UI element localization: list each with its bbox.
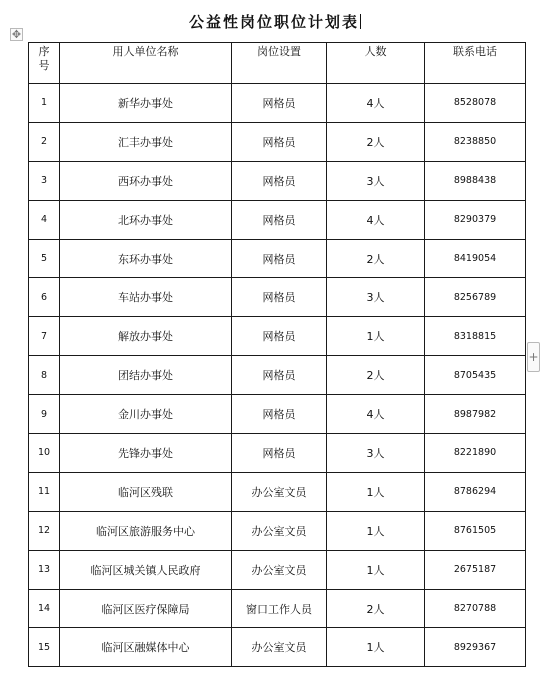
header-seq: 序号: [29, 43, 60, 84]
table-row: [29, 589, 526, 628]
cell-unit[interactable]: 西环办事处: [60, 161, 232, 200]
cell-position[interactable]: 网格员: [232, 239, 327, 278]
table-row: [29, 395, 526, 434]
cell-position[interactable]: 网格员: [232, 278, 327, 317]
table-row: [29, 84, 526, 123]
cell-phone[interactable]: 8761505: [425, 511, 526, 550]
cell-seq[interactable]: 11: [29, 472, 60, 511]
cell-unit[interactable]: 解放办事处: [60, 317, 232, 356]
cell-count[interactable]: 2人: [327, 239, 425, 278]
cell-position[interactable]: 办公室文员: [232, 511, 327, 550]
cell-position[interactable]: 网格员: [232, 200, 327, 239]
cell-position[interactable]: 办公室文员: [232, 472, 327, 511]
cell-phone[interactable]: 8987982: [425, 395, 526, 434]
cell-seq[interactable]: 7: [29, 317, 60, 356]
cell-phone[interactable]: 8528078: [425, 84, 526, 123]
cell-count[interactable]: 1人: [327, 317, 425, 356]
table-row: [29, 472, 526, 511]
cell-count[interactable]: 1人: [327, 550, 425, 589]
header-unit: 用人单位名称: [60, 43, 232, 84]
cell-count[interactable]: 1人: [327, 628, 425, 667]
table-row: [29, 628, 526, 667]
cell-seq[interactable]: 1: [29, 84, 60, 123]
cell-seq[interactable]: 12: [29, 511, 60, 550]
table-row: [29, 317, 526, 356]
text-cursor: [360, 14, 361, 29]
page-title: [0, 11, 550, 33]
header-phone: 联系电话: [425, 43, 526, 84]
cell-position[interactable]: 网格员: [232, 317, 327, 356]
page-title-text: 公益性岗位职位计划表: [188, 13, 359, 31]
cell-count[interactable]: 4人: [327, 395, 425, 434]
cell-count[interactable]: 2人: [327, 356, 425, 395]
cell-position[interactable]: 网格员: [232, 434, 327, 473]
header-position: 岗位设置: [232, 43, 327, 84]
table-row: [29, 200, 526, 239]
cell-position[interactable]: 网格员: [232, 161, 327, 200]
table-row: [29, 356, 526, 395]
cell-phone[interactable]: 2675187: [425, 550, 526, 589]
table-row: [29, 239, 526, 278]
cell-seq[interactable]: 3: [29, 161, 60, 200]
cell-phone[interactable]: 8988438: [425, 161, 526, 200]
cell-seq[interactable]: 15: [29, 628, 60, 667]
cell-phone[interactable]: 8929367: [425, 628, 526, 667]
cell-unit[interactable]: 临河区旅游服务中心: [60, 511, 232, 550]
cell-unit[interactable]: 临河区城关镇人民政府: [60, 550, 232, 589]
cell-seq[interactable]: 2: [29, 122, 60, 161]
cell-seq[interactable]: 9: [29, 395, 60, 434]
table-row: [29, 161, 526, 200]
cell-phone[interactable]: 8318815: [425, 317, 526, 356]
cell-phone[interactable]: 8256789: [425, 278, 526, 317]
cell-unit[interactable]: 东环办事处: [60, 239, 232, 278]
cell-position[interactable]: 网格员: [232, 356, 327, 395]
cell-seq[interactable]: 10: [29, 434, 60, 473]
cell-phone[interactable]: 8221890: [425, 434, 526, 473]
cell-seq[interactable]: 14: [29, 589, 60, 628]
cell-unit[interactable]: 汇丰办事处: [60, 122, 232, 161]
position-plan-table: [28, 42, 526, 667]
cell-seq[interactable]: 8: [29, 356, 60, 395]
cell-position[interactable]: 窗口工作人员: [232, 589, 327, 628]
cell-unit[interactable]: 临河区融媒体中心: [60, 628, 232, 667]
add-column-icon[interactable]: +: [527, 342, 540, 372]
cell-unit[interactable]: 临河区医疗保障局: [60, 589, 232, 628]
table-move-handle-icon[interactable]: ✥: [11, 28, 22, 41]
cell-position[interactable]: 网格员: [232, 395, 327, 434]
cell-count[interactable]: 3人: [327, 278, 425, 317]
table-row: [29, 278, 526, 317]
cell-seq[interactable]: 6: [29, 278, 60, 317]
cell-count[interactable]: 4人: [327, 84, 425, 123]
cell-seq[interactable]: 4: [29, 200, 60, 239]
cell-count[interactable]: 2人: [327, 589, 425, 628]
cell-count[interactable]: 1人: [327, 472, 425, 511]
cell-seq[interactable]: 13: [29, 550, 60, 589]
cell-position[interactable]: 办公室文员: [232, 550, 327, 589]
cell-phone[interactable]: 8270788: [425, 589, 526, 628]
cell-count[interactable]: 4人: [327, 200, 425, 239]
table-row: [29, 550, 526, 589]
cell-unit[interactable]: 金川办事处: [60, 395, 232, 434]
table-header-row: [29, 43, 526, 84]
cell-position[interactable]: 办公室文员: [232, 628, 327, 667]
cell-count[interactable]: 3人: [327, 434, 425, 473]
cell-unit[interactable]: 团结办事处: [60, 356, 232, 395]
cell-unit[interactable]: 先锋办事处: [60, 434, 232, 473]
cell-unit[interactable]: 车站办事处: [60, 278, 232, 317]
cell-phone[interactable]: 8786294: [425, 472, 526, 511]
cell-phone[interactable]: 8238850: [425, 122, 526, 161]
header-count: 人数: [327, 43, 425, 84]
cell-unit[interactable]: 北环办事处: [60, 200, 232, 239]
cell-position[interactable]: 网格员: [232, 122, 327, 161]
cell-phone[interactable]: 8705435: [425, 356, 526, 395]
table-body: [29, 84, 526, 667]
table-row: [29, 122, 526, 161]
cell-count[interactable]: 3人: [327, 161, 425, 200]
cell-count[interactable]: 2人: [327, 122, 425, 161]
cell-unit[interactable]: 新华办事处: [60, 84, 232, 123]
cell-position[interactable]: 网格员: [232, 84, 327, 123]
cell-count[interactable]: 1人: [327, 511, 425, 550]
table-row: [29, 511, 526, 550]
cell-unit[interactable]: 临河区残联: [60, 472, 232, 511]
table-row: [29, 434, 526, 473]
cell-seq[interactable]: 5: [29, 239, 60, 278]
cell-phone[interactable]: 8419054: [425, 239, 526, 278]
cell-phone[interactable]: 8290379: [425, 200, 526, 239]
